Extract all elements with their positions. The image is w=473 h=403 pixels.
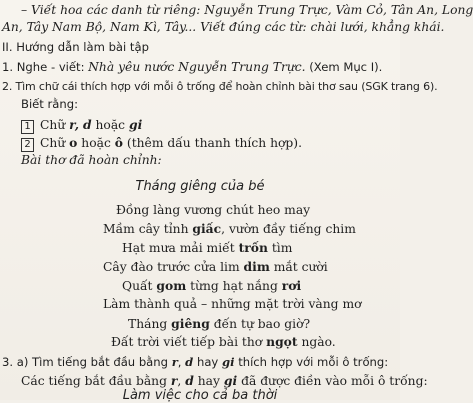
poem-line-4 xyxy=(103,259,328,275)
poem-line-7-c: đến tự bao giờ? xyxy=(213,317,311,331)
poem-line-1 xyxy=(116,203,310,218)
exercise-3-body-d: d xyxy=(185,373,194,388)
poem-line-4-a: Cây đào trước cửa lim xyxy=(103,260,240,274)
hint-1 xyxy=(21,117,142,134)
poem-line-4-b: dim xyxy=(243,259,270,274)
hint-1-d: d xyxy=(82,117,92,132)
exercise-3-instruction xyxy=(2,355,388,370)
poem-line-7-b: giêng xyxy=(171,316,210,331)
intro-line-2 xyxy=(2,20,444,35)
exercise-3-gi: gi xyxy=(221,355,235,369)
poem-line-7-a: Tháng xyxy=(128,317,168,331)
poem-line-7 xyxy=(128,316,310,332)
hint-1-comma: , xyxy=(74,117,80,132)
exercise-3-body-gi: gi xyxy=(223,373,238,388)
intro-line-1 xyxy=(21,3,473,18)
hint-2-o-hat: ô xyxy=(114,135,123,150)
poem-line-6 xyxy=(103,297,362,312)
exercise-1-note: (Xem Mục I). xyxy=(309,60,383,74)
complete-label-text: Bài thơ đã hoàn chỉnh: xyxy=(21,153,162,167)
exercise-3-body-a: Các tiếng bắt đầu bằng xyxy=(21,374,167,388)
exercise-3-body-hay: hay xyxy=(197,374,220,388)
exercise-3-hay: hay xyxy=(196,355,219,369)
poem-line-8-a: Đất trời viết tiếp bài thơ xyxy=(111,335,263,349)
poem-line-3-c: tìm xyxy=(271,241,293,255)
exercise-1 xyxy=(2,60,382,75)
poem-line-8-c: ngào. xyxy=(301,335,336,349)
hint-1-gi: gi xyxy=(128,117,143,132)
exercise-3-body-r: r xyxy=(170,373,178,388)
poem-title-text: Tháng giêng của bé xyxy=(135,179,265,194)
exercise-3-r: r xyxy=(171,355,178,369)
poem-line-2 xyxy=(103,221,356,237)
hint-2-or: hoặc xyxy=(81,136,111,150)
hint-1-pre: Chữ xyxy=(40,118,66,132)
exercise-3-subtitle xyxy=(0,388,400,403)
poem-line-6-text: Làm thành quả – những mặt trời vàng mơ xyxy=(103,297,362,311)
poem-line-5-d: rơi xyxy=(281,278,302,293)
poem-line-5-c: từng hạt nắng xyxy=(190,279,278,293)
hint-2-o: o xyxy=(69,135,78,150)
exercise-3-subtitle-text: Làm việc cho cả ba thời xyxy=(122,388,278,403)
poem-line-5 xyxy=(122,278,301,294)
complete-label xyxy=(21,153,162,168)
hint-2 xyxy=(21,135,302,152)
section-heading-text: II. Hướng dẫn làm bài tập xyxy=(2,40,149,54)
hint-2-pre: Chữ xyxy=(40,136,66,150)
poem-line-2-b: giấc xyxy=(192,221,222,236)
poem-line-5-b: gom xyxy=(156,278,187,293)
exercise-3-d: d xyxy=(185,355,194,369)
hint-1-or: hoặc xyxy=(95,118,126,132)
poem-line-1-text: Đồng làng vương chút heo may xyxy=(116,203,311,217)
poem-line-4-c: mắt cười xyxy=(273,260,328,274)
exercise-1-title: Nhà yêu nước Nguyễn Trung Trực. xyxy=(88,60,306,74)
poem-line-3-b: trốn xyxy=(238,240,268,255)
exercise-3-body xyxy=(21,373,428,389)
hint-2-number-box: 2 xyxy=(21,138,34,152)
section-heading xyxy=(2,40,149,55)
hint-2-post: (thêm dấu thanh thích hợp). xyxy=(126,136,302,150)
biet-rang-text: Biết rằng: xyxy=(21,97,79,111)
exercise-3-body-comma: , xyxy=(177,374,182,388)
hint-1-number-box: 1 xyxy=(21,120,34,134)
poem-line-2-a: Mầm cây tỉnh xyxy=(103,222,189,236)
exercise-3-comma: , xyxy=(177,355,182,369)
poem-line-8 xyxy=(111,334,336,350)
exercise-3-instruction-b: thích hợp với mỗi ô trống: xyxy=(238,355,389,369)
poem-line-3 xyxy=(122,240,292,256)
intro-text-1: – Viết hoa các danh từ riêng: Nguyễn Trung Trực, Vàm Cỏ, Tân An, Long xyxy=(21,3,473,17)
intro-text-2: An, Tây Nam Bộ, Nam Kì, Tây... Viết đúng các từ: chài lưới, khẳng khái. xyxy=(2,20,445,34)
exercise-2-instruction-text: 2. Tìm chữ cái thích hợp với mỗi ô trống để hoàn chỉnh bài thơ sau (SGK trang 6). xyxy=(2,80,438,93)
exercise-3-body-b: đã được điền vào mỗi ô trống: xyxy=(241,374,428,388)
hint-1-r: r xyxy=(69,117,75,132)
poem-line-8-b: ngọt xyxy=(266,334,298,349)
exercise-3-instruction-a: 3. a) Tìm tiếng bắt đầu bằng xyxy=(2,355,168,369)
poem-line-3-a: Hạt mưa mải miết xyxy=(122,241,235,255)
poem-line-5-a: Quất xyxy=(122,279,153,293)
exercise-2-instruction xyxy=(2,79,437,94)
biet-rang xyxy=(21,97,78,112)
poem-title xyxy=(0,179,400,194)
poem-line-2-c: , vườn đầy tiếng chim xyxy=(221,222,356,236)
exercise-1-label: 1. Nghe - viết: xyxy=(2,60,85,74)
